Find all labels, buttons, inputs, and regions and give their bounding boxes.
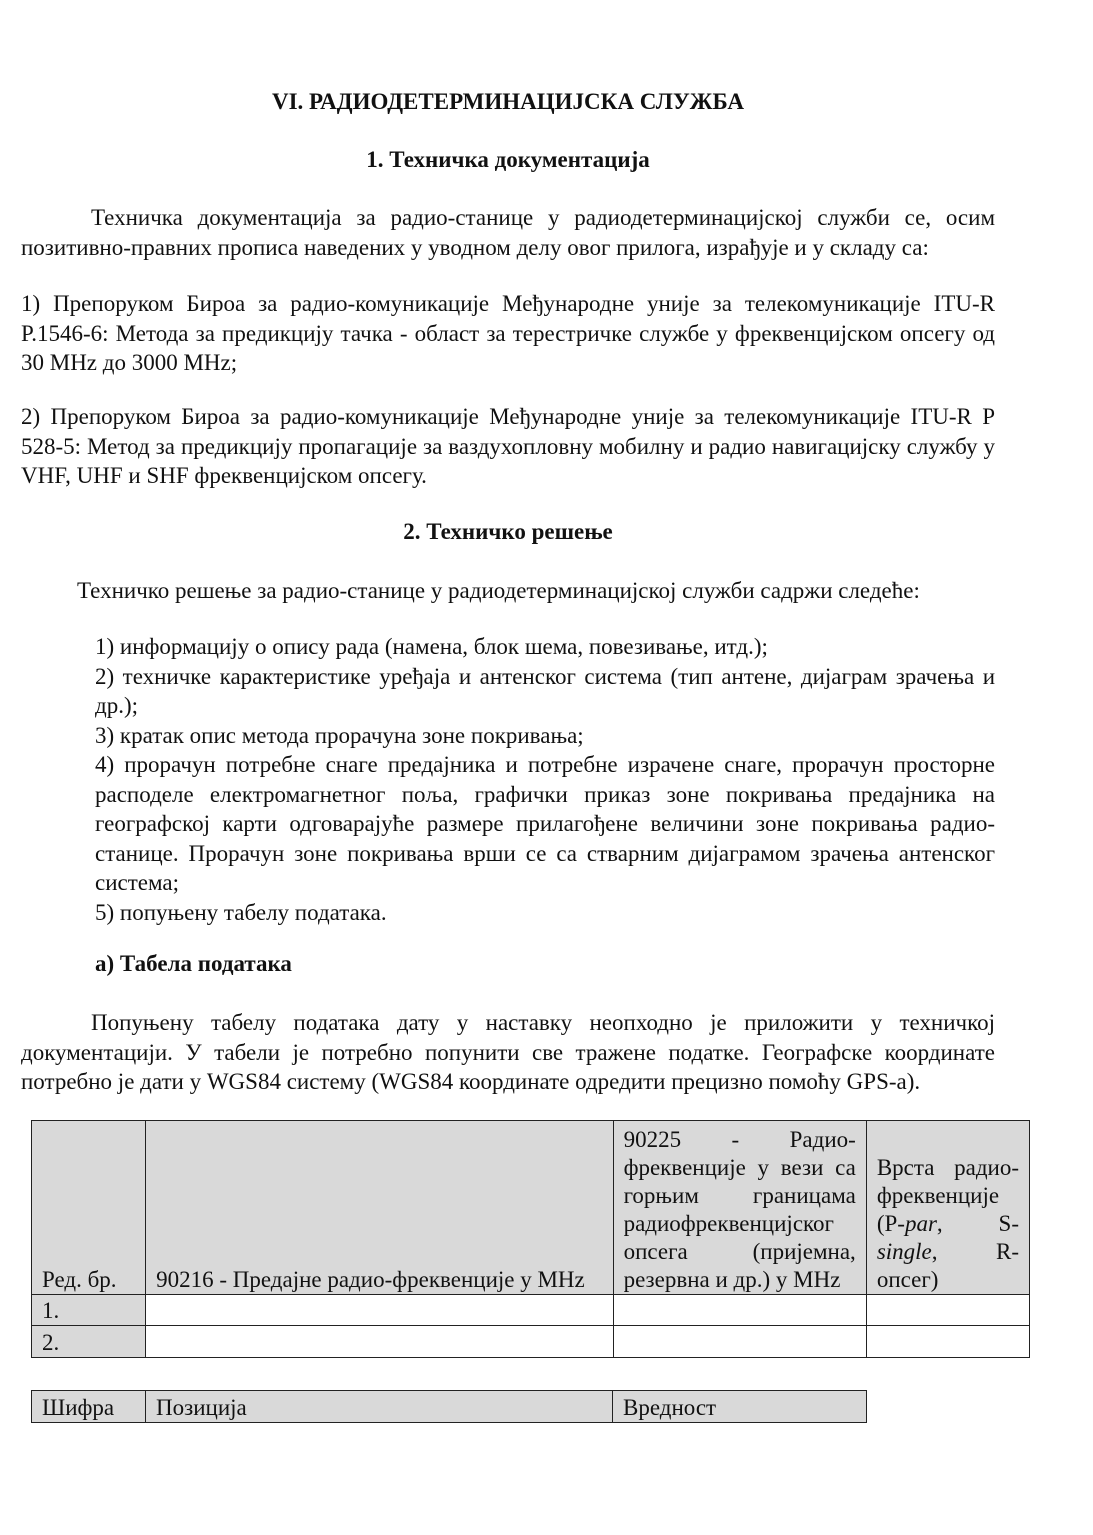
tx-frequency-cell[interactable] [146, 1326, 613, 1358]
section2-item-4: 4) прорачун потребне снаге предајника и потребне израчене снаге, прорачун просторне расподеле електромагнетног поља, графички приказ зоне покривања предајника на географској карти одговарајуће размере прилагођене величини зоне покривања радио-станице. Прорачун зоне покривања врши се са стварним дијаграмом зрачења антенског система; [95, 752, 995, 895]
frequency-type-cell[interactable] [866, 1295, 1029, 1326]
table-header-row [32, 1391, 867, 1423]
row-number: 2. [32, 1326, 146, 1358]
table-row [32, 1326, 1030, 1358]
frequency-table [31, 1120, 1030, 1358]
section1-item-1: 1) Препоруком Бироа за радио-комуникације Међународне уније за телекомуникације ITU-R P.1546-6: Метода за предикцију тачка - област за терестричке службе у фреквенцијском опсегу од 30 MHz до 3000 MHz; [21, 291, 995, 375]
header-value: Вредност [613, 1391, 867, 1423]
table-header-row [32, 1121, 1030, 1295]
document-title: VI. РАДИОДЕТЕРМИНАЦИЈСКА СЛУЖБА [271, 89, 745, 114]
header-frequency-type: Врста радио-фреквенције (P-par, S-single, R-опсег) [866, 1121, 1029, 1295]
header-tx-frequencies: 90216 - Предајне радио-фреквенције у MHz [146, 1121, 613, 1295]
section2-heading: 2. Техничко решење [403, 519, 613, 544]
related-frequency-cell[interactable] [613, 1326, 866, 1358]
section2-item-2: 2) техничке карактеристике уређаја и антенског система (тип антене, дијаграм зрачења и др.); [95, 663, 995, 718]
section2-list [95, 632, 995, 927]
header-position: Позиција [146, 1391, 613, 1423]
subsection-heading: а) Табела података [95, 951, 292, 976]
code-position-table [31, 1390, 867, 1423]
frequency-type-cell[interactable] [866, 1326, 1029, 1358]
section2-item-5: 5) попуњену табелу података. [95, 899, 387, 925]
header-code: Шифра [32, 1391, 146, 1423]
section1-heading: 1. Техничка документација [366, 147, 650, 172]
section2-item-3: 3) кратак опис метода прорачуна зоне покривања; [95, 722, 584, 748]
header-row-number: Ред. бр. [32, 1121, 146, 1295]
row-number: 1. [32, 1295, 146, 1326]
section1-item-2: 2) Препоруком Бироа за радио-комуникације Међународне уније за телекомуникације ITU-R P 528-5: Метод за предикцију пропагације за ваздухопловну мобилну и радио навигацијску службу у VHF, UHF и SHF фреквенцијском опсегу. [21, 404, 995, 488]
header-related-frequencies: 90225 - Радио-фреквенције у вези са горњим границама радиофреквенцијског опсега (пријемна, резервна и др.) у MHz [613, 1121, 866, 1295]
section1-intro: Техничка документација за радио-станице у радиодетерминацијској служби се, осим позитивно-правних прописа наведених у уводном делу овог прилога, израђује и у складу са: [21, 205, 995, 260]
table-row [32, 1295, 1030, 1326]
section2-intro: Техничко решење за радио-станице у радиодетерминацијској служби садржи следеће: [77, 578, 920, 603]
related-frequency-cell[interactable] [613, 1295, 866, 1326]
subsection-text: Попуњену табелу података дату у наставку неопходно је приложити у техничкој документацији. У табели је потребно попунити све тражене податке. Географске координате потребно је дати у WGS84 систему (WGS84 координате одредити прецизно помоћу GPS-а). [21, 1010, 995, 1094]
tx-frequency-cell[interactable] [146, 1295, 613, 1326]
section2-item-1: 1) информацију о опису рада (намена, блок шема, повезивање, итд.); [95, 634, 768, 659]
